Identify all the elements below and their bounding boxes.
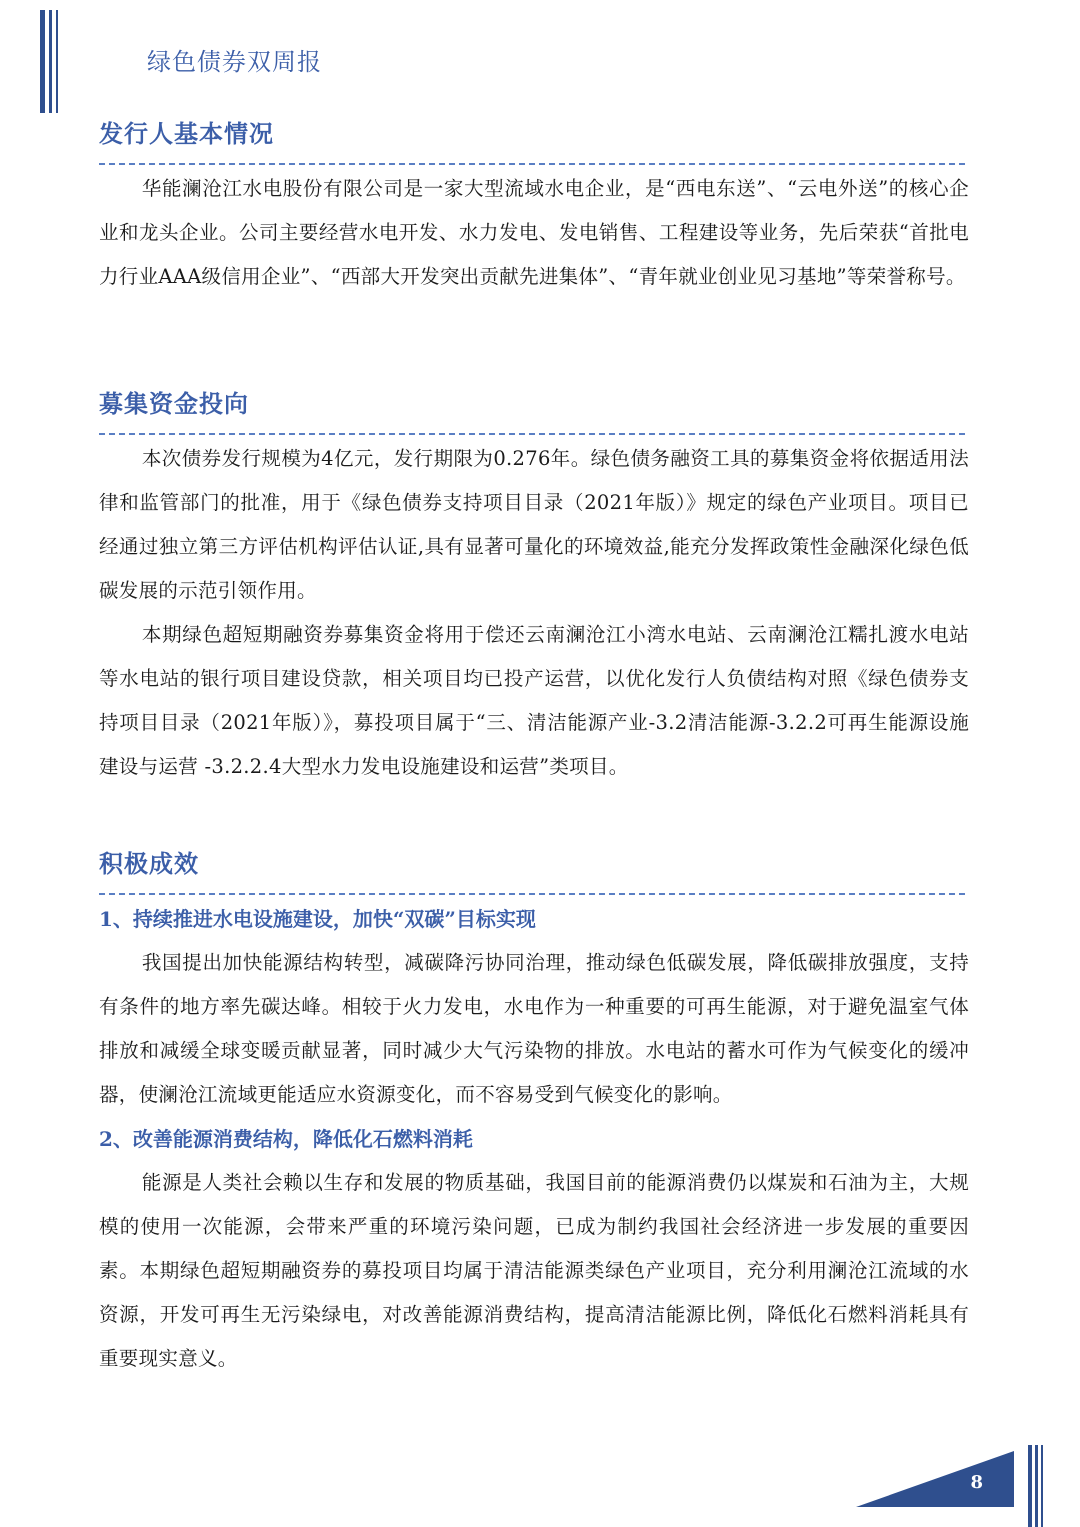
paragraph: 能源是人类社会赖以生存和发展的物质基础，我国目前的能源消费仍以煤炭和石油为主，大规模的使用一次能源，会带来严重的环境污染问题，已成为制约我国社会经济进一步发展的重要因素。本期绿色超短期融资券的募投项目均属于清洁能源类绿色产业项目，充分利用澜沧江流域的水资源，开发可再生无污染绿电，对改善能源消费结构，提高清洁能源比例，降低化石燃料消耗具有重要现实意义。	[99, 1171, 969, 1370]
paragraph: 华能澜沧江水电股份有限公司是一家大型流域水电企业，是“西电东送”、“云电外送”的核心企业和龙头企业。公司主要经营水电开发、水力发电、发电销售、工程建设等业务，先后荣获“首批电力行业AAA级信用企业”、“西部大开发突出贡献先进集体”、“青年就业创业见习基地”等荣誉称号。	[99, 177, 969, 288]
section-title: 发行人基本情况	[99, 119, 274, 148]
paragraph: 本次债券发行规模为4亿元，发行期限为0.276年。绿色债务融资工具的募集资金将依据适用法律和监管部门的批准，用于《绿色债券支持项目目录（2021年版）》规定的绿色产业项目。项目已经通过独立第三方评估机构评估认证,具有显著可量化的环境效益,能充分发挥政策性金融深化绿色低碳发展的示范引领作用。	[99, 447, 969, 602]
dashed-divider	[99, 163, 965, 165]
subheading: 1、持续推进水电设施建设，加快“双碳”目标实现	[99, 907, 536, 931]
section-funds	[99, 387, 969, 789]
section-title: 积极成效	[99, 849, 199, 878]
section-effects	[99, 847, 969, 1381]
dashed-divider	[99, 893, 965, 895]
footer-triangle-shape	[856, 1451, 1014, 1507]
footer-decoration-bars	[1028, 1445, 1044, 1527]
paragraph: 我国提出加快能源结构转型，减碳降污协同治理，推动绿色低碳发展，降低碳排放强度，支持有条件的地方率先碳达峰。相较于火力发电，水电作为一种重要的可再生能源，对于避免温室气体排放和减缓全球变暖贡献显著，同时减少大气污染物的排放。水电站的蓄水可作为气候变化的缓冲器，使澜沧江流域更能适应水资源变化，而不容易受到气候变化的影响。	[99, 951, 969, 1106]
subheading: 2、改善能源消费结构，降低化石燃料消耗	[99, 1127, 473, 1151]
dashed-divider	[99, 433, 965, 435]
section-title: 募集资金投向	[99, 389, 249, 418]
report-name: 绿色债券双周报	[147, 48, 322, 76]
paragraph: 本期绿色超短期融资券募集资金将用于偿还云南澜沧江小湾水电站、云南澜沧江糯扎渡水电站等水电站的银行项目建设贷款，相关项目均已投产运营，以优化发行人负债结构对照《绿色债券支持项目目录（2021年版）》，募投项目属于“三、清洁能源产业-3.2清洁能源-3.2.2可再生能源设施建设与运营 -3.2.2.4大型水力发电设施建设和运营”类项目。	[99, 623, 969, 778]
section-issuer	[99, 117, 969, 299]
page-number: 8	[970, 1472, 983, 1493]
